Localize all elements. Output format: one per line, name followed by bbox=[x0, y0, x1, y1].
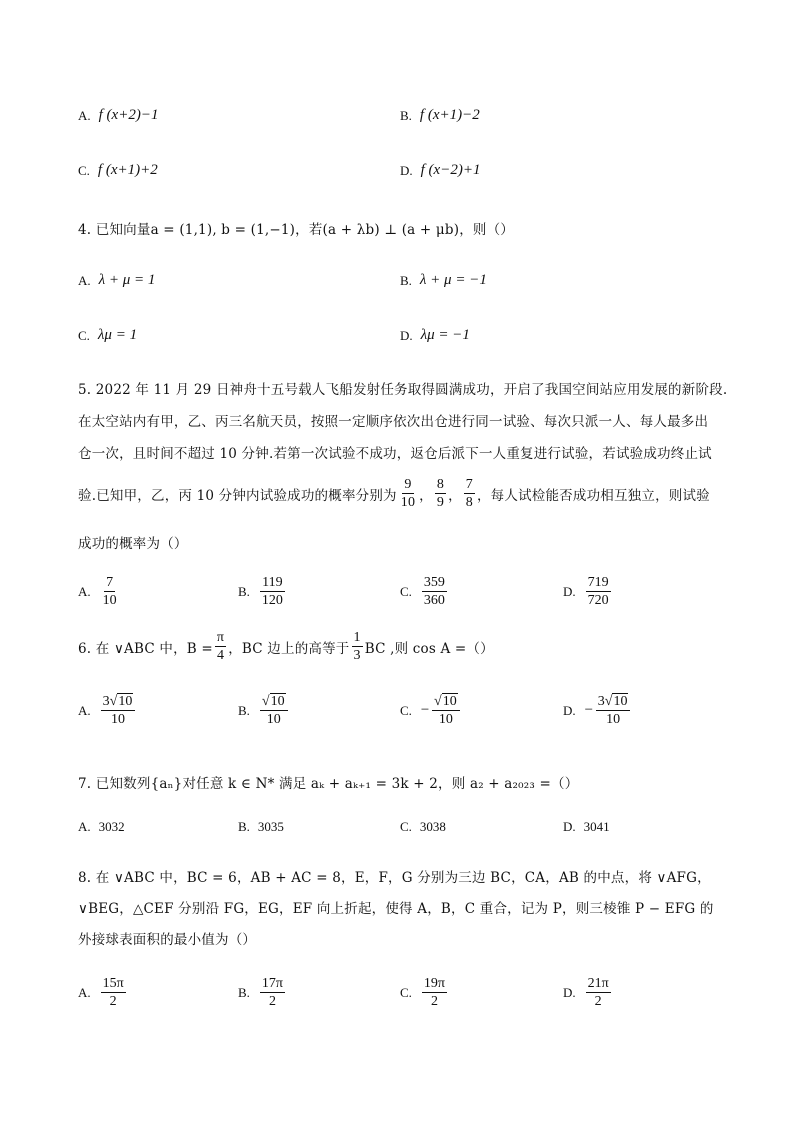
numerator: 19π bbox=[422, 976, 447, 993]
denominator: 8 bbox=[465, 495, 473, 511]
fraction bbox=[215, 630, 226, 664]
option-label: C. bbox=[78, 327, 90, 343]
q8-option-c[interactable] bbox=[400, 976, 449, 1010]
option-label: C. bbox=[400, 984, 412, 1000]
option-label: D. bbox=[400, 327, 413, 343]
option-label: B. bbox=[238, 984, 250, 1000]
denominator: 2 bbox=[594, 994, 602, 1010]
q3-option-a[interactable] bbox=[78, 107, 158, 124]
denominator: 10 bbox=[438, 712, 453, 728]
option-expr: f (x+2)−1 bbox=[98, 107, 159, 123]
denominator: 10 bbox=[266, 712, 281, 728]
q7-option-b[interactable] bbox=[238, 819, 292, 835]
q5-line-1: 5. 2022 年 11 月 29 日神舟十五号载人飞船发射任务取得圆满成功，开启了我国空间站应用发展的新阶段. bbox=[78, 382, 728, 398]
q7-option-a[interactable] bbox=[78, 819, 133, 835]
q6-option-c[interactable] bbox=[400, 694, 462, 728]
denominator: 10 bbox=[102, 593, 117, 609]
option-fraction bbox=[596, 694, 631, 728]
denominator: 3 bbox=[353, 648, 361, 664]
option-sign: − bbox=[419, 702, 431, 719]
denominator: 10 bbox=[606, 712, 621, 728]
denominator: 10 bbox=[110, 712, 125, 728]
radicand: 10 bbox=[270, 694, 285, 709]
numerator: π bbox=[215, 630, 226, 647]
q6-stem-post: BC ,则 cos A =（） bbox=[364, 640, 494, 657]
q5-line-4-pre: 验.已知甲，乙，丙 10 分钟内试验成功的概率分别为 bbox=[78, 487, 397, 504]
q4-option-a[interactable] bbox=[78, 272, 155, 289]
option-expr: λ + μ = −1 bbox=[419, 272, 487, 288]
option-label: D. bbox=[563, 819, 576, 834]
radicand: 10 bbox=[613, 694, 628, 709]
q4-option-b[interactable] bbox=[400, 272, 487, 289]
q5-option-c[interactable] bbox=[400, 575, 449, 609]
option-label: C. bbox=[400, 702, 412, 718]
radicand: 10 bbox=[118, 694, 133, 709]
numerator: 1 bbox=[352, 630, 363, 647]
denominator: 2 bbox=[430, 994, 438, 1010]
numerator: 3√10 bbox=[596, 694, 631, 711]
option-value: 3038 bbox=[419, 819, 446, 834]
option-expr: f (x+1)+2 bbox=[97, 162, 158, 178]
option-label: A. bbox=[78, 702, 91, 718]
fraction bbox=[399, 477, 417, 511]
numerator: 9 bbox=[402, 477, 413, 494]
option-label: A. bbox=[78, 107, 91, 123]
option-label: C. bbox=[400, 819, 412, 834]
q8-line-2: ∨BEG，△CEF 分别沿 FG，EG，EF 向上折起，使得 A，B，C 重合，记为 P，则三棱锥 P − EFG 的 bbox=[78, 901, 714, 917]
fraction bbox=[352, 630, 363, 664]
fraction bbox=[464, 477, 475, 511]
option-label: A. bbox=[78, 984, 91, 1000]
numerator: 17π bbox=[260, 976, 285, 993]
numerator: √10 bbox=[432, 694, 460, 711]
q6-stem-mid: ，BC 边上的高等于 bbox=[228, 640, 350, 657]
q6-option-b[interactable] bbox=[238, 694, 290, 728]
q8-option-a[interactable] bbox=[78, 976, 128, 1010]
denominator: 4 bbox=[216, 648, 225, 664]
q8-option-b[interactable] bbox=[238, 976, 287, 1010]
option-expr: λ + μ = 1 bbox=[98, 272, 156, 288]
option-label: B. bbox=[400, 272, 412, 288]
numerator: 119 bbox=[260, 575, 284, 592]
q7-stem: 7. 已知数列{aₙ}对任意 k ∈ N* 满足 aₖ + aₖ₊₁ = 3k + 2，则 a₂ + a₂₀₂₃ =（） bbox=[78, 776, 579, 792]
q3-option-c[interactable] bbox=[78, 162, 158, 179]
coefficient: 3 bbox=[597, 694, 605, 709]
q6-stem-pre: 6. 在 ∨ABC 中，B = bbox=[78, 640, 213, 657]
numerator: 719 bbox=[586, 575, 611, 592]
option-expr: λμ = −1 bbox=[420, 327, 470, 343]
q3-option-d[interactable] bbox=[400, 162, 480, 179]
option-label: B. bbox=[400, 107, 412, 123]
denominator: 2 bbox=[268, 994, 276, 1010]
option-sign: − bbox=[583, 702, 594, 719]
option-fraction bbox=[586, 976, 611, 1010]
option-label: A. bbox=[78, 272, 91, 288]
q5-line-4-post: ，每人试检能否成功相互独立，则试验 bbox=[476, 487, 710, 504]
q8-option-d[interactable] bbox=[563, 976, 613, 1010]
numerator: 15π bbox=[101, 976, 126, 993]
fraction bbox=[435, 477, 446, 511]
q5-option-d[interactable] bbox=[563, 575, 613, 609]
q6-option-d[interactable] bbox=[563, 694, 632, 728]
denominator: 120 bbox=[261, 593, 283, 609]
denominator: 9 bbox=[436, 495, 445, 511]
option-fraction bbox=[101, 976, 126, 1010]
q8-line-1: 8. 在 ∨ABC 中，BC = 6，AB + AC = 8，E，F，G 分别为三边 BC，CA，AB 的中点，将 ∨AFG， bbox=[78, 870, 711, 886]
option-value: 3032 bbox=[98, 819, 125, 834]
option-fraction bbox=[422, 575, 447, 609]
q8-line-3: 外接球表面积的最小值为（） bbox=[78, 932, 257, 948]
option-label: D. bbox=[400, 162, 413, 178]
option-label: B. bbox=[238, 702, 250, 718]
q5-line-3: 仓一次，且时间不超过 10 分钟.若第一次试验不成功，返仓后派下一人重复进行试验，若试验成功终止试 bbox=[78, 446, 712, 462]
option-expr: λμ = 1 bbox=[97, 327, 138, 343]
option-fraction bbox=[260, 694, 288, 728]
option-expr: f (x−2)+1 bbox=[420, 162, 481, 178]
denominator: 720 bbox=[587, 593, 609, 609]
option-fraction bbox=[260, 976, 285, 1010]
option-expr: f (x+1)−2 bbox=[419, 107, 480, 123]
numerator: 8 bbox=[435, 477, 446, 494]
q7-option-c[interactable] bbox=[400, 819, 454, 835]
option-label: C. bbox=[400, 583, 412, 599]
q4-option-d[interactable] bbox=[400, 327, 470, 344]
q6-stem bbox=[78, 630, 494, 664]
option-fraction bbox=[101, 694, 136, 728]
q3-option-b[interactable] bbox=[400, 107, 480, 124]
q7-option-d[interactable] bbox=[563, 819, 618, 835]
q5-line-5: 成功的概率为（） bbox=[78, 536, 188, 552]
q4-option-c[interactable] bbox=[78, 327, 137, 344]
numerator: 359 bbox=[422, 575, 447, 592]
q4-stem: 4. 已知向量a = (1,1), b = (1,−1)，若(a + λb) ⊥ (a + μb)，则（） bbox=[78, 222, 514, 238]
numerator: 21π bbox=[586, 976, 611, 993]
option-label: B. bbox=[238, 819, 250, 834]
q6-option-a[interactable] bbox=[78, 694, 137, 728]
numerator: 3√10 bbox=[101, 694, 136, 711]
option-label: A. bbox=[78, 583, 91, 599]
denominator: 360 bbox=[423, 593, 445, 609]
option-value: 3035 bbox=[257, 819, 284, 834]
q5-option-a[interactable] bbox=[78, 575, 121, 609]
option-label: C. bbox=[78, 162, 90, 178]
option-label: B. bbox=[238, 583, 250, 599]
option-value: 3041 bbox=[583, 819, 610, 834]
denominator: 2 bbox=[109, 994, 117, 1010]
option-label: D. bbox=[563, 984, 576, 1000]
q5-option-b[interactable] bbox=[238, 575, 287, 609]
numerator: 7 bbox=[464, 477, 475, 494]
numerator: 7 bbox=[104, 575, 115, 592]
q5-line-4: 验.已知甲，乙，丙 10 分钟内试验成功的概率分别为 $\frac{9}{10}$ ， $\frac{8}{9}$ ， $\frac{7}{8}$ ，每人试检能否成功相互独立，则试验 bbox=[78, 477, 710, 511]
option-fraction bbox=[432, 694, 460, 728]
option-fraction bbox=[260, 575, 285, 609]
coefficient: 3 bbox=[102, 694, 110, 709]
option-fraction bbox=[101, 575, 119, 609]
q5-line-2: 在太空站内有甲，乙、丙三名航天员，按照一定顺序依次出仓进行同一试验、每次只派一人、每人最多出 bbox=[78, 414, 709, 430]
option-fraction bbox=[422, 976, 447, 1010]
option-label: D. bbox=[563, 702, 576, 718]
denominator: 10 bbox=[400, 495, 416, 511]
radicand: 10 bbox=[442, 694, 457, 709]
option-label: D. bbox=[563, 583, 576, 599]
option-label: A. bbox=[78, 819, 91, 834]
numerator: √10 bbox=[260, 694, 288, 711]
option-fraction bbox=[586, 575, 611, 609]
